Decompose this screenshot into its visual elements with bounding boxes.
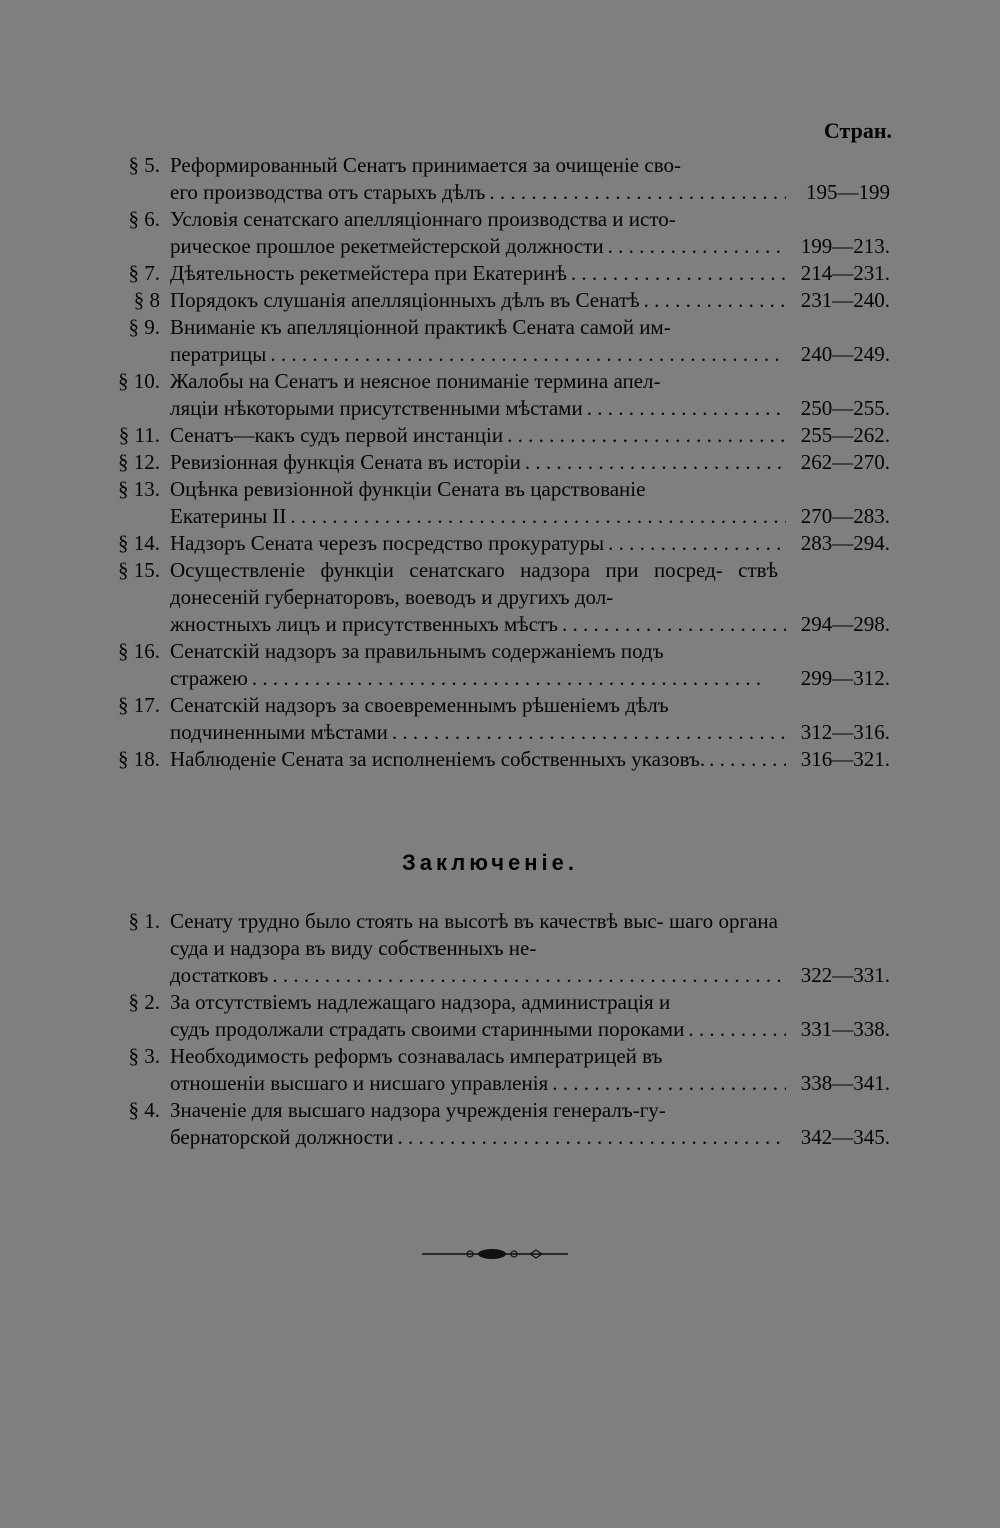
section-number: § 12. <box>118 450 160 474</box>
entry-title: Значеніе для высшаго надзора учрежденія генералъ-гу- <box>170 1098 666 1122</box>
page-range: 250—255. <box>800 396 890 420</box>
section-number: § 2. <box>128 990 160 1014</box>
toc-entry <box>100 206 890 260</box>
leader-dots <box>507 422 786 449</box>
page-range: 331—338. <box>800 1017 890 1041</box>
toc-entry <box>100 368 890 422</box>
entry-title-end: ляціи нѣкоторыми присутственными мѣстами <box>170 396 583 420</box>
section-number: § 8 <box>133 288 160 312</box>
entry-title-end: бернаторской должности <box>170 1125 394 1149</box>
entry-title: Условія сенатскаго апелляціоннаго производства и исто- <box>170 207 676 231</box>
page-range: 338—341. <box>800 1071 890 1095</box>
toc-entry <box>100 1043 890 1097</box>
entry-title-end: судъ продолжали страдать своими старинными пороками <box>170 1017 685 1041</box>
section-number: § 6. <box>128 207 160 231</box>
leader-dots <box>552 1070 786 1097</box>
page-range: 270—283. <box>800 504 890 528</box>
section-number: § 16. <box>118 639 160 663</box>
leader-dots <box>571 260 786 287</box>
entry-title-end: его производства отъ старыхъ дѣлъ <box>170 180 486 204</box>
entry-title-end: Сенатъ—какъ судъ первой инстанціи <box>170 423 504 447</box>
page-range: 262—270. <box>800 450 890 474</box>
entry-title-end: достатковъ <box>170 963 269 987</box>
leader-dots <box>397 1124 786 1151</box>
ornament-divider <box>420 1242 570 1266</box>
entry-title-end: Надзоръ Сената черезъ посредство прокуратуры <box>170 531 605 555</box>
toc-entry <box>100 152 890 206</box>
page-range: 342—345. <box>800 1125 890 1149</box>
entry-title: Осуществленіе функціи сенатскаго надзора при посред- ствѣ донесеній губернаторовъ, воеводъ и другихъ дол- <box>170 558 778 609</box>
page-range: 283—294. <box>800 531 890 555</box>
toc-entry <box>100 530 890 557</box>
toc-entry <box>100 314 890 368</box>
leader-dots <box>587 395 786 422</box>
leader-dots <box>525 449 786 476</box>
page-range: 199—213. <box>800 234 890 258</box>
entry-title: Жалобы на Сенатъ и неясное пониманіе термина апел- <box>170 369 661 393</box>
section-number: § 14. <box>118 531 160 555</box>
section-number: § 9. <box>128 315 160 339</box>
entry-title: Сенатскій надзоръ за правильнымъ содержаніемъ подъ <box>170 639 664 663</box>
leader-dots <box>290 503 786 530</box>
section-number: § 7. <box>128 261 160 285</box>
section-number: § 4. <box>128 1098 160 1122</box>
leader-dots <box>608 530 786 557</box>
contents-list <box>100 152 890 773</box>
leader-dots <box>489 179 786 206</box>
section-number: § 18. <box>118 747 160 771</box>
section-number: § 5. <box>128 153 160 177</box>
toc-entry <box>100 449 890 476</box>
toc-entry <box>100 746 890 773</box>
section-number: § 17. <box>118 693 160 717</box>
page-range: 214—231. <box>800 261 890 285</box>
leader-dots <box>272 962 786 989</box>
entry-title-end: Наблюденіе Сената за исполненіемъ собственныхъ указовъ. <box>170 747 706 771</box>
leader-dots <box>252 665 786 692</box>
entry-title: Сенату трудно было стоять на высотѣ въ качествѣ выс- шаго органа суда и надзора въ виду собственныхъ не- <box>170 909 778 960</box>
toc-entry <box>100 989 890 1043</box>
section-number: § 11. <box>118 423 160 447</box>
entry-title: За отсутствіемъ надлежащаго надзора, администрація и <box>170 990 671 1014</box>
entry-title: Сенатскій надзоръ за своевременнымъ рѣшеніемъ дѣлъ <box>170 693 669 717</box>
page-range: 255—262. <box>800 423 890 447</box>
toc-entry <box>100 422 890 449</box>
page-range: 299—312. <box>800 666 890 690</box>
leader-dots <box>608 233 786 260</box>
leader-dots <box>562 611 786 638</box>
entry-title-end: подчиненными мѣстами <box>170 720 388 744</box>
toc-entry <box>100 260 890 287</box>
entry-title-end: стражею <box>170 666 248 690</box>
entry-title-end: Ревизіонная функція Сената въ исторіи <box>170 450 521 474</box>
leader-dots <box>644 287 786 314</box>
toc-entry <box>100 908 890 989</box>
page-range: 294—298. <box>800 612 890 636</box>
page-range: 312—316. <box>800 720 890 744</box>
leader-dots <box>270 341 786 368</box>
entry-title-end: Екатерины II <box>170 504 287 528</box>
entry-title: Оцѣнка ревизіонной функціи Сената въ царствованіе <box>170 477 646 501</box>
toc-entry <box>100 638 890 692</box>
entry-title-end: Порядокъ слушанія апелляціонныхъ дѣлъ въ Сенатѣ <box>170 288 640 312</box>
section-number: § 1. <box>128 909 160 933</box>
pages-column-header: Стран. <box>823 118 892 143</box>
entry-title: Необходимость реформъ сознавалась императрицей въ <box>170 1044 663 1068</box>
section-number: § 15. <box>118 558 160 582</box>
entry-title: Вниманіе къ апелляціонной практикѣ Сената самой им- <box>170 315 671 339</box>
toc-entry <box>100 476 890 530</box>
page-range: 240—249. <box>800 342 890 366</box>
page-range: 195—199 <box>806 180 890 204</box>
toc-entry <box>100 287 890 314</box>
conclusion-title: Заключеніе. <box>402 850 578 875</box>
entry-title: Реформированный Сенатъ принимается за очищеніе сво- <box>170 153 681 177</box>
entry-title-end: рическое прошлое рекетмейстерской должности <box>170 234 604 258</box>
leader-dots <box>688 1016 786 1043</box>
toc-entry <box>100 1097 890 1151</box>
leader-dots <box>709 746 786 773</box>
page-range: 316—321. <box>800 747 890 771</box>
page-range: 322—331. <box>800 963 890 987</box>
section-number: § 3. <box>128 1044 160 1068</box>
entry-title-end: ператрицы <box>170 342 267 366</box>
conclusion-list <box>100 908 890 1151</box>
leader-dots <box>392 719 786 746</box>
section-number: § 13. <box>118 477 160 501</box>
toc-entry <box>100 557 890 638</box>
page-range: 231—240. <box>800 288 890 312</box>
entry-title-end: жностныхъ лицъ и присутственныхъ мѣстъ <box>170 612 558 636</box>
entry-title-end: Дѣятельность рекетмейстера при Екатеринѣ <box>170 261 567 285</box>
entry-title-end: отношеніи высшаго и нисшаго управленія <box>170 1071 549 1095</box>
section-number: § 10. <box>118 369 160 393</box>
toc-entry <box>100 692 890 746</box>
